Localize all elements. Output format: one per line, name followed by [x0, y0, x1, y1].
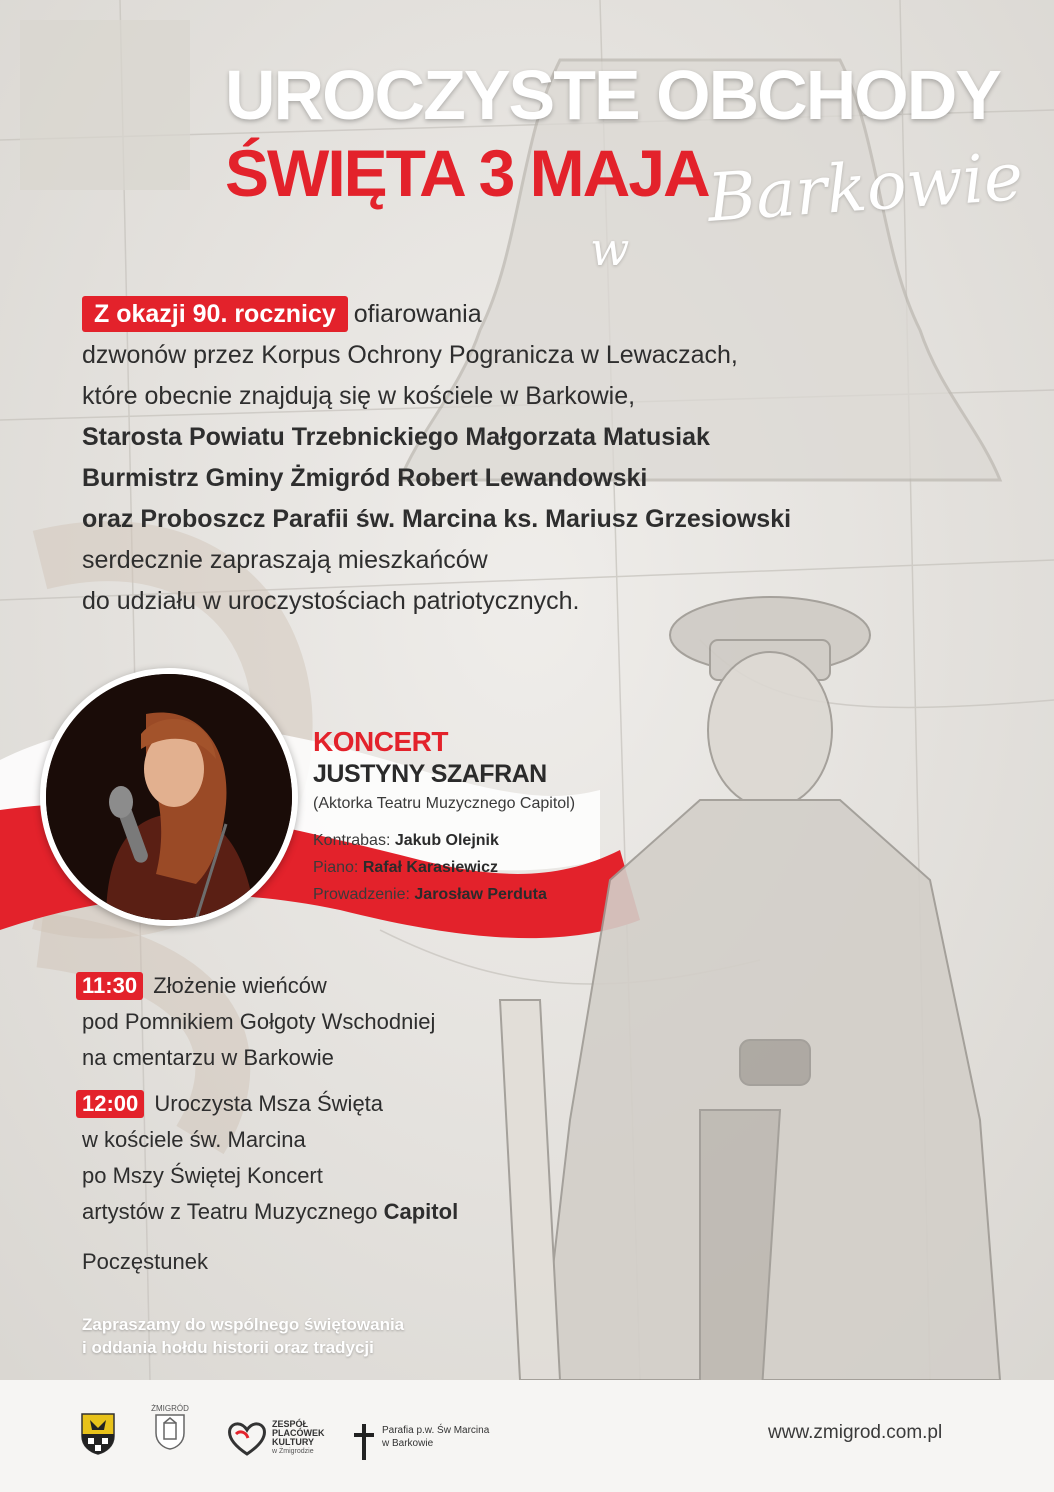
place-prefix: w — [590, 222, 630, 276]
title-line2: ŚWIĘTA 3 MAJA — [225, 136, 709, 210]
schedule-line: po Mszy Świętej Koncert — [82, 1163, 323, 1188]
schedule-line — [76, 1194, 458, 1230]
crew-member — [313, 881, 575, 908]
schedule-line-bold: Capitol — [383, 1199, 459, 1224]
parish-logo-line: w Barkowie — [382, 1438, 434, 1449]
zmigrod-logo-text: ŻMIGRÓD — [151, 1404, 189, 1413]
place-script: Barkowie — [705, 137, 1026, 237]
schedule-line: Uroczysta Msza Święta — [154, 1091, 384, 1116]
zpk-logo-line: ZESPÓŁ — [272, 1419, 309, 1429]
parish-logo — [352, 1424, 489, 1460]
schedule-line: pod Pomnikiem Gołgoty Wschodniej — [82, 1009, 436, 1034]
crew-role: Kontrabas: — [313, 832, 391, 849]
zpk-logo-line: PLACÓWEK — [272, 1428, 325, 1438]
intro-line: dzwonów przez Korpus Ochrony Pogranicza w Lewaczach, — [82, 341, 738, 369]
schedule-item — [76, 968, 458, 1076]
schedule-line: w kościele św. Marcina — [82, 1127, 306, 1152]
intro-line-text: ofiarowania — [353, 300, 482, 328]
schedule-line-text: artystów z Teatru Muzycznego — [82, 1199, 378, 1224]
schedule-line: Złożenie wieńców — [153, 973, 327, 998]
closing-invitation — [82, 1313, 404, 1359]
singer-photo — [40, 668, 298, 926]
crew-role: Piano: — [313, 859, 359, 876]
concert-info — [313, 726, 575, 908]
zpk-logo — [226, 1420, 325, 1456]
intro-line: które obecnie znajdują się w kościele w Barkowie, — [82, 382, 636, 410]
website-link[interactable]: www.zmigrod.com.pl — [768, 1422, 943, 1443]
anniversary-badge: Z okazji 90. rocznicy — [82, 296, 348, 332]
crew-member — [313, 827, 575, 854]
heart-icon — [226, 1420, 268, 1456]
schedule — [76, 968, 458, 1280]
intro-line: do udziału w uroczystościach patriotycznych. — [82, 587, 580, 615]
cross-icon — [352, 1424, 376, 1460]
zmigrod-shield-icon — [154, 1413, 186, 1451]
concert-note: (Aktorka Teatru Muzycznego Capitol) — [313, 795, 576, 812]
crew-name: Jakub Olejnik — [394, 832, 499, 849]
schedule-line: na cmentarzu w Barkowie — [82, 1045, 334, 1070]
crew-name: Rafał Karasiewicz — [362, 859, 499, 876]
intro-line-starosta: Starosta Powiatu Trzebnickiego Małgorzata Matusiak — [82, 423, 710, 451]
schedule-time: 11:30 — [76, 972, 143, 1000]
zpk-logo-line: KULTURY — [272, 1437, 314, 1447]
concert-crew — [313, 827, 575, 908]
zpk-logo-line: w Żmigrodzie — [272, 1448, 314, 1455]
concert-performer: JUSTYNY SZAFRAN — [313, 760, 547, 788]
schedule-time: 12:00 — [76, 1090, 144, 1118]
closing-line: Zapraszamy do wspólnego świętowania — [82, 1315, 405, 1334]
intro-line-proboszcz: oraz Proboszcz Parafii św. Marcina ks. Mariusz Grzesiowski — [82, 505, 792, 533]
intro-line: serdecznie zapraszają mieszkańców — [82, 546, 488, 574]
refreshments: Poczęstunek — [82, 1249, 208, 1274]
intro-line-burmistrz: Burmistrz Gminy Żmigród Robert Lewandowski — [82, 464, 648, 492]
powiat-coat-of-arms-icon — [80, 1412, 116, 1461]
concert-heading: KONCERT — [313, 726, 448, 757]
parish-logo-line: Parafia p.w. Św Marcina — [382, 1425, 490, 1436]
intro-line — [82, 294, 791, 335]
schedule-item — [76, 1086, 458, 1230]
intro-text — [82, 294, 791, 622]
crew-role: Prowadzenie: — [313, 886, 410, 903]
crew-member — [313, 854, 575, 881]
crew-name: Jarosław Perduta — [414, 886, 547, 903]
title-line1: UROCZYSTE OBCHODY — [225, 56, 1000, 134]
zmigrod-logo — [150, 1404, 190, 1456]
closing-line: i oddania hołdu historii oraz tradycji — [82, 1338, 374, 1357]
